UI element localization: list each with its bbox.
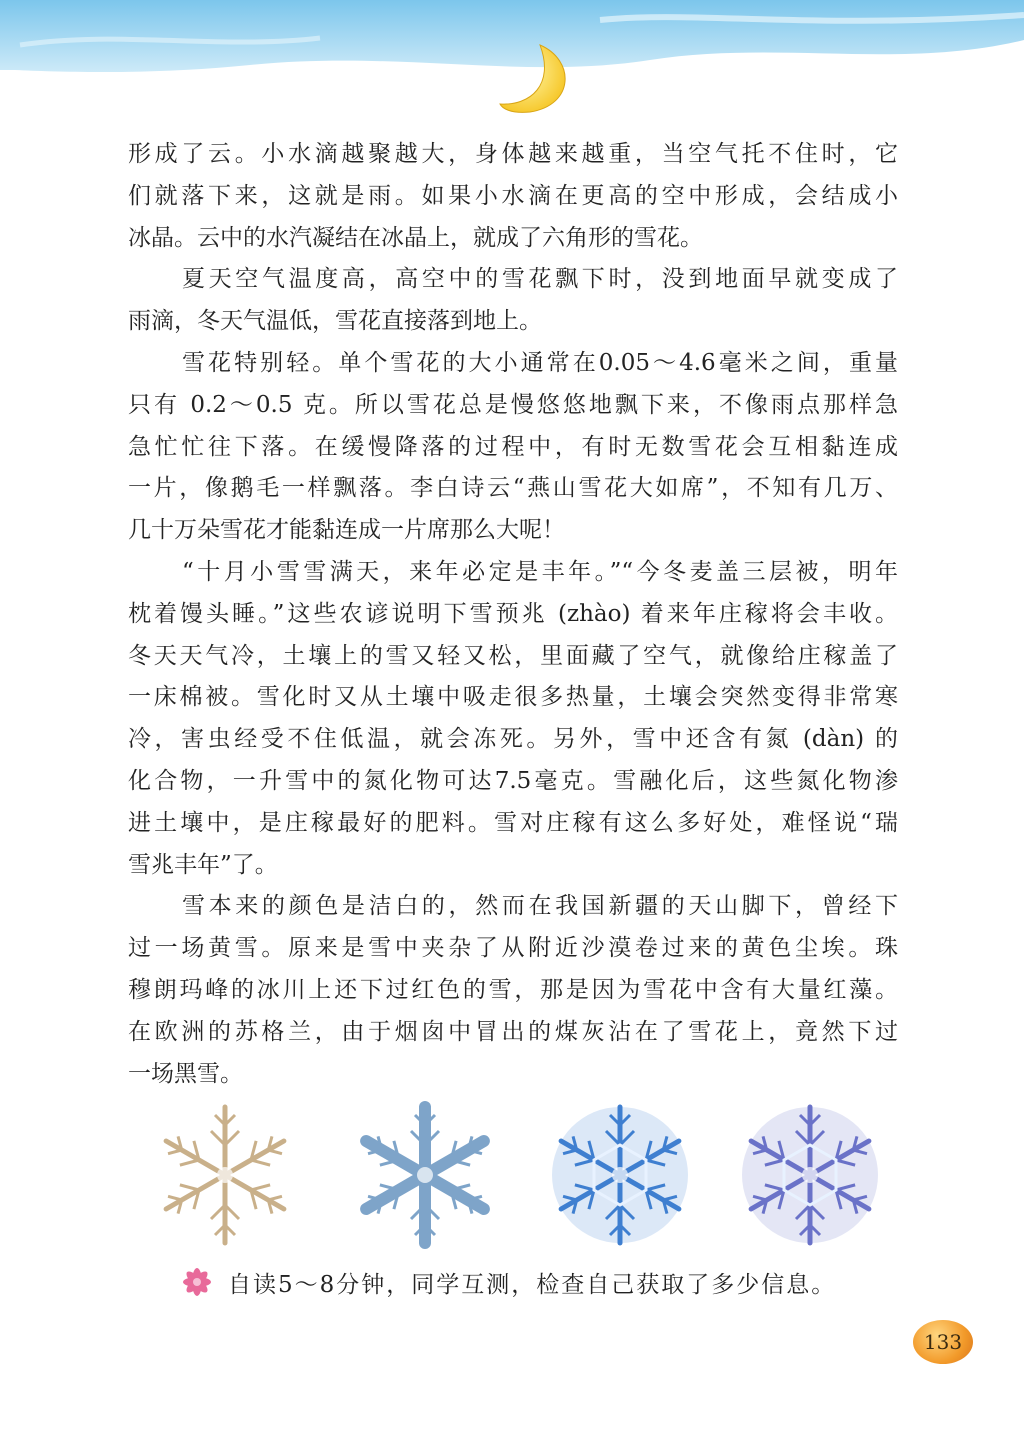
pink-flower-icon bbox=[180, 1265, 214, 1299]
text-line: 形成了云。小水滴越聚越大，身体越来越重，当空气托不住时，它 bbox=[128, 141, 898, 167]
text-line: 冬天天气冷，土壤上的雪又轻又松，里面藏了空气，就像给庄稼盖了 bbox=[128, 642, 898, 669]
text-line: 雪兆丰年”了。 bbox=[128, 851, 278, 878]
text-line: 几十万朵雪花才能黏连成一片席那么大呢！ bbox=[128, 517, 565, 544]
text-line: 只有 0.2～0.5 克。所以雪花总是慢悠悠地飘下来，不像雨点那样急 bbox=[128, 391, 898, 418]
text-line: 化合物，一升雪中的氮化物可达7.5毫克。雪融化后，这些氮化物渗 bbox=[128, 767, 898, 794]
snowflake-images bbox=[140, 1100, 900, 1250]
paragraph bbox=[128, 134, 898, 259]
text-line: 夏天空气温度高，高空中的雪花飘下时，没到地面早就变成了 bbox=[182, 266, 898, 293]
text-line: 冷，害虫经受不住低温，就会冻死。另外，雪中还含有氮 (dàn) 的 bbox=[128, 726, 898, 753]
snowflake-blue-icon bbox=[350, 1100, 500, 1250]
text-line: 进土壤中，是庄稼最好的肥料。雪对庄稼有这么多好处，难怪说“瑞 bbox=[128, 809, 898, 836]
paragraph bbox=[128, 552, 898, 886]
text-line: 雨滴，冬天气温低，雪花直接落到地上。 bbox=[128, 308, 542, 335]
text-line: 急忙忙往下落。在缓慢降落的过程中，有时无数雪花会互相黏连成 bbox=[128, 433, 898, 460]
paragraph bbox=[128, 343, 898, 552]
text-line: 们就落下来，这就是雨。如果小水滴在更高的空中形成，会结成小 bbox=[128, 182, 898, 209]
text-line: 穆朗玛峰的冰川上还下过红色的雪，那是因为雪花中含有大量红藻。 bbox=[128, 976, 898, 1003]
text-line: 过一场黄雪。原来是雪中夹杂了从附近沙漠卷过来的黄色尘埃。珠 bbox=[128, 935, 898, 962]
text-line: 雪本来的颜色是洁白的，然而在我国新疆的天山脚下，曾经下 bbox=[182, 893, 898, 920]
snowflake-golden-icon bbox=[150, 1100, 300, 1250]
page-number: 133 bbox=[913, 1320, 973, 1364]
text-line: 在欧洲的苏格兰，由于烟囱中冒出的煤灰沾在了雪花上，竟然下过 bbox=[128, 1018, 898, 1045]
paragraph bbox=[128, 886, 898, 1095]
text-line: “十月小雪雪满天，来年必定是丰年。”“今冬麦盖三层被，明年 bbox=[182, 558, 898, 585]
text-line: 枕着馒头睡。”这些农谚说明下雪预兆 (zhào) 着来年庄稼将会丰收。 bbox=[128, 600, 898, 627]
reading-prompt bbox=[180, 1262, 836, 1302]
paragraph bbox=[128, 259, 898, 343]
text-line: 一场黑雪。 bbox=[128, 1060, 243, 1087]
text-line: 一片，像鹅毛一样飘落。李白诗云“燕山雪花大如席”，不知有几万、 bbox=[128, 475, 898, 502]
snowflake-hexagon-icon bbox=[545, 1100, 695, 1250]
article-body bbox=[128, 134, 898, 1095]
text-line: 一床棉被。雪化时又从土壤中吸走很多热量，土壤会突然变得非常寒 bbox=[128, 684, 898, 711]
text-line: 雪花特别轻。单个雪花的大小通常在0.05～4.6毫米之间，重量 bbox=[182, 349, 898, 376]
prompt-text: 自读5～8分钟，同学互测，检查自己获取了多少信息。 bbox=[228, 1271, 837, 1298]
snowflake-violet-icon bbox=[735, 1100, 885, 1250]
header-sky-wave bbox=[0, 0, 1024, 130]
text-line: 冰晶。云中的水汽凝结在冰晶上，就成了六角形的雪花。 bbox=[128, 224, 703, 251]
